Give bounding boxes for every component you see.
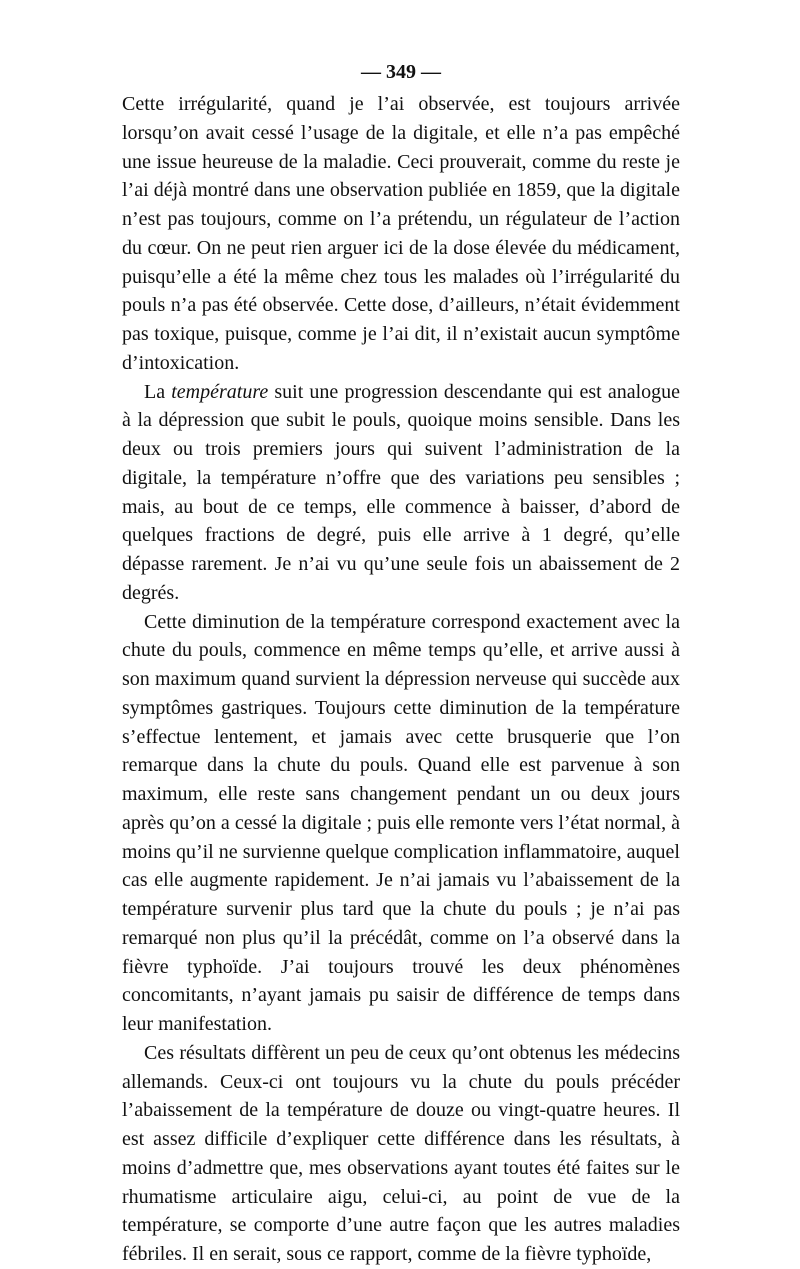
emphasized-term: température xyxy=(171,380,269,403)
paragraph-4 xyxy=(122,1039,680,1269)
paragraph-text: Ces résultats diffèrent un peu de ceux qu’ont obtenus les médecins allemands. Ceux-ci ont toujours vu la chute du pouls précéder l’abaissement de la température de douze ou vingt-quatre heures. Il est assez difficile d’expliquer cette différence dans les résultats, à moins d’admettre que, mes observations ayant toutes été faites sur le rhumatisme articulaire aigu, celui-ci, au point de vue de la température, se comporte d’une autre façon que les autres maladies fébriles. Il en serait, sous ce rapport, comme de la fièvre typhoïde, xyxy=(122,1041,680,1265)
paragraph-1 xyxy=(122,90,680,378)
paragraph-text: Cette irrégularité, quand je l’ai observée, est toujours arrivée lorsqu’on avait cessé l’usage de la digitale, et elle n’a pas empêché une issue heureuse de la maladie. Ceci prouverait, comme du reste je l’ai déjà montré dans une observation publiée en 1859, que la digitale n’est pas toujours, comme on l’a prétendu, un régulateur de l’action du cœur. On ne peut rien arguer ici de la dose élevée du médicament, puisqu’elle a été la même chez tous les malades où l’irrégularité du pouls n’a pas été observée. Cette dose, d’ailleurs, n’était évidemment pas toxique, puisque, comme je l’ai dit, il n’existait aucun symptôme d’intoxication. xyxy=(122,93,680,374)
paragraph-3 xyxy=(122,608,680,1039)
paragraph-2 xyxy=(122,378,680,608)
paragraph-text: Cette diminution de la température correspond exactement avec la chute du pouls, commence en même temps qu’elle, et arrive aussi à son maximum quand survient la dépression nerveuse qui succède aux symptômes gastriques. Toujours cette diminution de la température s’effectue lentement, et jamais avec cette brusquerie que l’on remarque dans la chute du pouls. Quand elle est parvenue à son maximum, elle reste sans changement pendant un ou deux jours après qu’on a cessé la digitale ; puis elle remonte vers l’état normal, à moins qu’il ne survienne quelque complication inflammatoire, auquel cas elle augmente rapidement. Je n’ai jamais vu l’abaissement de la température survenir plus tard que la chute du pouls ; je n’ai pas remarqué non plus qu’il la précédât, comme on l’a observé dans la fièvre typhoïde. J’ai toujours trouvé les deux phénomènes concomitants, n’ayant jamais pu saisir de différence de temps dans leur manifestation. xyxy=(122,610,680,1035)
paragraph-text: suit une progression descendante qui est analogue à la dépression que subit le pouls, quoique moins sensible. Dans les deux ou trois premiers jours qui suivent l’administration de la digitale, la température n’offre que des variations peu sensibles ; mais, au bout de ce temps, elle commence à baisser, d’abord de quelques fractions de degré, puis elle arrive à 1 degré, qu’elle dépasse rarement. Je n’ai vu qu’une seule fois un abaissement de 2 degrés. xyxy=(122,380,680,604)
page-number: — 349 — xyxy=(361,61,441,83)
paragraph-text: La xyxy=(144,380,172,403)
book-page xyxy=(122,58,680,1269)
